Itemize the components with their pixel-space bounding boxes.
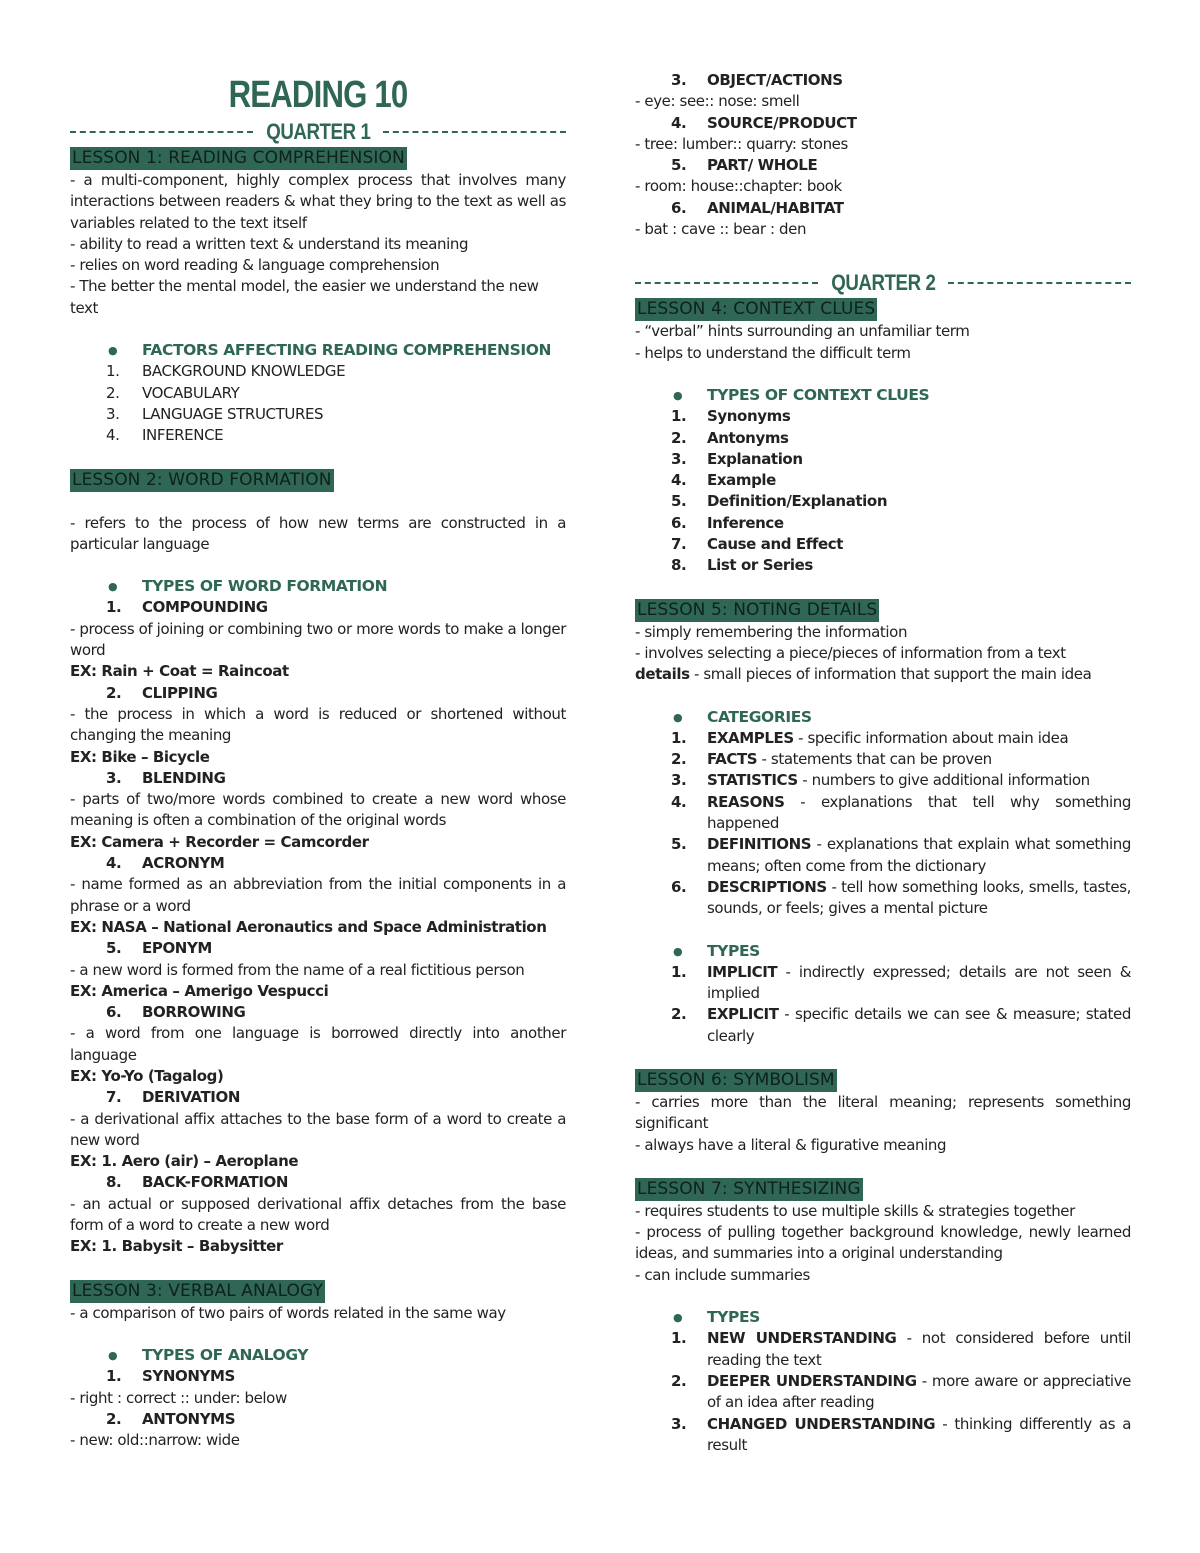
detail-type-item: 2. EXPLICIT - specific details we can see & measure; stated clearly xyxy=(671,1005,1131,1045)
synth-type-item: 2. DEEPER UNDERSTANDING - more aware or appreciative of an idea after reading xyxy=(671,1371,1131,1412)
analogy-example: - eye: see:: nose: smell xyxy=(635,92,800,111)
context-clues-heading: ● TYPES OF CONTEXT CLUES xyxy=(673,385,1131,406)
categories-heading: ● CATEGORIES xyxy=(673,707,1131,728)
synth-type-item: 3. CHANGED UNDERSTANDING - thinking differently as a result xyxy=(671,1414,1131,1454)
synth-type-item: 1. NEW UNDERSTANDING - not considered before until reading the text xyxy=(671,1329,1132,1369)
wf-type: 7. DERIVATION xyxy=(106,1088,240,1107)
lesson-4-line: - helps to understand the difficult term xyxy=(635,343,911,362)
lesson-7-line: - process of pulling together background knowledge, newly learned ideas, and summaries into a original understanding xyxy=(635,1223,1131,1263)
list-item: 2. VOCABULARY xyxy=(106,383,240,402)
quarter-1-label: QUARTER 1 xyxy=(265,119,371,144)
lesson-7-line: - can include summaries xyxy=(635,1265,810,1284)
analogy-example: - tree: lumber:: quarry: stones xyxy=(635,134,848,153)
analogy-type: 5. PART/ WHOLE xyxy=(671,156,818,175)
lesson-3-header: LESSON 3: VERBAL ANALOGY xyxy=(72,1280,323,1301)
wf-desc: - name formed as an abbreviation from the initial components in a phrase or a word xyxy=(70,875,566,915)
wf-type: 3. BLENDING xyxy=(106,768,226,787)
quarter-1-divider xyxy=(70,118,566,146)
wf-type: 5. EPONYM xyxy=(106,939,212,958)
lesson-1-line: - ability to read a written text & understand its meaning xyxy=(70,234,469,253)
wf-example: EX: NASA – National Aeronautics and Space Administration xyxy=(70,917,547,936)
lesson-4-line: - “verbal” hints surrounding an unfamiliar term xyxy=(635,322,970,341)
wf-type: 6. BORROWING xyxy=(106,1003,246,1022)
lesson-6-line: - always have a literal & figurative meaning xyxy=(635,1135,947,1154)
quarter-2-label: QUARTER 2 xyxy=(830,270,936,296)
bullet-icon: ● xyxy=(108,1348,118,1362)
wf-type: 4. ACRONYM xyxy=(106,854,225,873)
list-item: 6. Inference xyxy=(671,513,784,532)
wf-example: EX: Rain + Coat = Raincoat xyxy=(70,662,289,681)
bullet-icon: ● xyxy=(673,1311,683,1325)
category-item: 3. STATISTICS - numbers to give additional information xyxy=(671,771,1090,790)
bullet-icon: ● xyxy=(673,388,683,402)
left-column xyxy=(70,72,566,1451)
analogy-example: - bat : cave :: bear : den xyxy=(635,220,807,239)
lesson-5-line: - involves selecting a piece/pieces of information from a text xyxy=(635,643,1066,662)
list-item: 2. Antonyms xyxy=(671,428,789,447)
analogy-type: 2. ANTONYMS xyxy=(106,1409,236,1428)
right-column xyxy=(635,70,1131,1456)
list-item: 8. List or Series xyxy=(671,556,813,575)
lesson-7-header: LESSON 7: SYNTHESIZING xyxy=(637,1178,861,1199)
lesson-2-def: - refers to the process of how new terms are constructed in a particular language xyxy=(70,513,566,553)
details-definition: details - small pieces of information that support the main idea xyxy=(635,665,1092,684)
analogy-example: - right : correct :: under: below xyxy=(70,1388,287,1407)
bullet-icon: ● xyxy=(673,944,683,958)
lesson-1-line: - a multi-component, highly complex process that involves many interactions between readers & what they bring to the text as well as variables related to the text itself xyxy=(70,171,566,232)
wf-desc: - a word from one language is borrowed directly into another language xyxy=(70,1024,566,1064)
wf-example: EX: America – Amerigo Vespucci xyxy=(70,981,329,1000)
lesson-1-header: LESSON 1: READING COMPREHENSION xyxy=(72,148,405,168)
category-item: 4. REASONS - explanations that tell why something happened xyxy=(671,792,1131,833)
lesson-1-line: - relies on word reading & language comprehension xyxy=(70,256,440,275)
analogy-type: 4. SOURCE/PRODUCT xyxy=(671,113,857,132)
list-item: 1. Synonyms xyxy=(671,407,791,426)
synth-types-heading: ● TYPES xyxy=(673,1307,1131,1328)
word-formation-heading: ● TYPES OF WORD FORMATION xyxy=(108,576,566,597)
lesson-5-line: - simply remembering the information xyxy=(635,622,908,641)
bullet-icon: ● xyxy=(108,344,118,358)
analogy-type: 3. OBJECT/ACTIONS xyxy=(671,71,843,89)
lesson-6-header: LESSON 6: SYMBOLISM xyxy=(637,1069,835,1090)
wf-desc: - a derivational affix attaches to the base form of a word to create a new word xyxy=(70,1109,566,1149)
wf-desc: - parts of two/more words combined to create a new word whose meaning is often a combination of the original words xyxy=(70,790,566,830)
analogy-type: 1. SYNONYMS xyxy=(106,1367,235,1386)
list-item: 1. BACKGROUND KNOWLEDGE xyxy=(106,362,346,381)
lesson-1-line: - The better the mental model, the easier we understand the new text xyxy=(70,277,539,317)
wf-desc: - an actual or supposed derivational affix detaches from the base form of a word to create a new word xyxy=(70,1194,566,1235)
wf-example: EX: Bike – Bicycle xyxy=(70,747,210,766)
detail-types-heading: ● TYPES xyxy=(673,941,1131,962)
lesson-4-header: LESSON 4: CONTEXT CLUES xyxy=(637,299,876,320)
wf-example: EX: Camera + Recorder = Camcorder xyxy=(70,832,369,851)
lesson-6-line: - carries more than the literal meaning; represents something significant xyxy=(635,1092,1131,1133)
wf-type: 2. CLIPPING xyxy=(106,683,218,702)
wf-desc: - process of joining or combining two or more words to make a longer word xyxy=(70,619,566,660)
lesson-5-header: LESSON 5: NOTING DETAILS xyxy=(637,599,878,620)
category-item: 2. FACTS - statements that can be proven xyxy=(671,750,992,769)
list-item: 7. Cause and Effect xyxy=(671,535,844,554)
wf-desc: - a new word is formed from the name of a real fictitious person xyxy=(70,960,525,979)
wf-example: EX: 1. Aero (air) – Aeroplane xyxy=(70,1152,299,1171)
analogy-heading: ● TYPES OF ANALOGY xyxy=(108,1345,566,1366)
lesson-2-header: LESSON 2: WORD FORMATION xyxy=(72,469,332,490)
category-item: 1. EXAMPLES - specific information about main idea xyxy=(671,728,1069,747)
list-item: 4. Example xyxy=(671,471,776,490)
wf-example: EX: 1. Babysit – Babysitter xyxy=(70,1237,283,1256)
bullet-icon: ● xyxy=(108,580,118,594)
wf-type: 8. BACK-FORMATION xyxy=(106,1173,289,1192)
wf-type: 1. COMPOUNDING xyxy=(106,598,268,617)
list-item: 3. Explanation xyxy=(671,449,803,468)
category-item: 5. DEFINITIONS - explanations that explain what something means; often come from the dictionary xyxy=(671,835,1131,875)
factors-heading: ● FACTORS AFFECTING READING COMPREHENSION xyxy=(108,340,566,361)
page-title: READING 10 xyxy=(228,74,408,116)
wf-example: EX: Yo-Yo (Tagalog) xyxy=(70,1066,224,1085)
list-item: 4. INFERENCE xyxy=(106,426,224,445)
wf-desc: - the process in which a word is reduced or shortened without changing the meaning xyxy=(70,704,566,745)
bullet-icon: ● xyxy=(673,710,683,724)
list-item: 5. Definition/Explanation xyxy=(671,492,888,511)
analogy-type: 6. ANIMAL/HABITAT xyxy=(671,198,844,217)
analogy-example: - room: house::chapter: book xyxy=(635,177,842,196)
detail-type-item: 1. IMPLICIT - indirectly expressed; details are not seen & implied xyxy=(671,962,1131,1003)
lesson-7-line: - requires students to use multiple skills & strategies together xyxy=(635,1201,1075,1220)
category-item: 6. DESCRIPTIONS - tell how something looks, smells, tastes, sounds, or feels; gives a mental picture xyxy=(671,877,1131,918)
lesson-3-def: - a comparison of two pairs of words related in the same way xyxy=(70,1303,506,1322)
analogy-example: - new: old::narrow: wide xyxy=(70,1431,240,1450)
quarter-2-divider xyxy=(635,269,1131,297)
list-item: 3. LANGUAGE STRUCTURES xyxy=(106,404,324,423)
